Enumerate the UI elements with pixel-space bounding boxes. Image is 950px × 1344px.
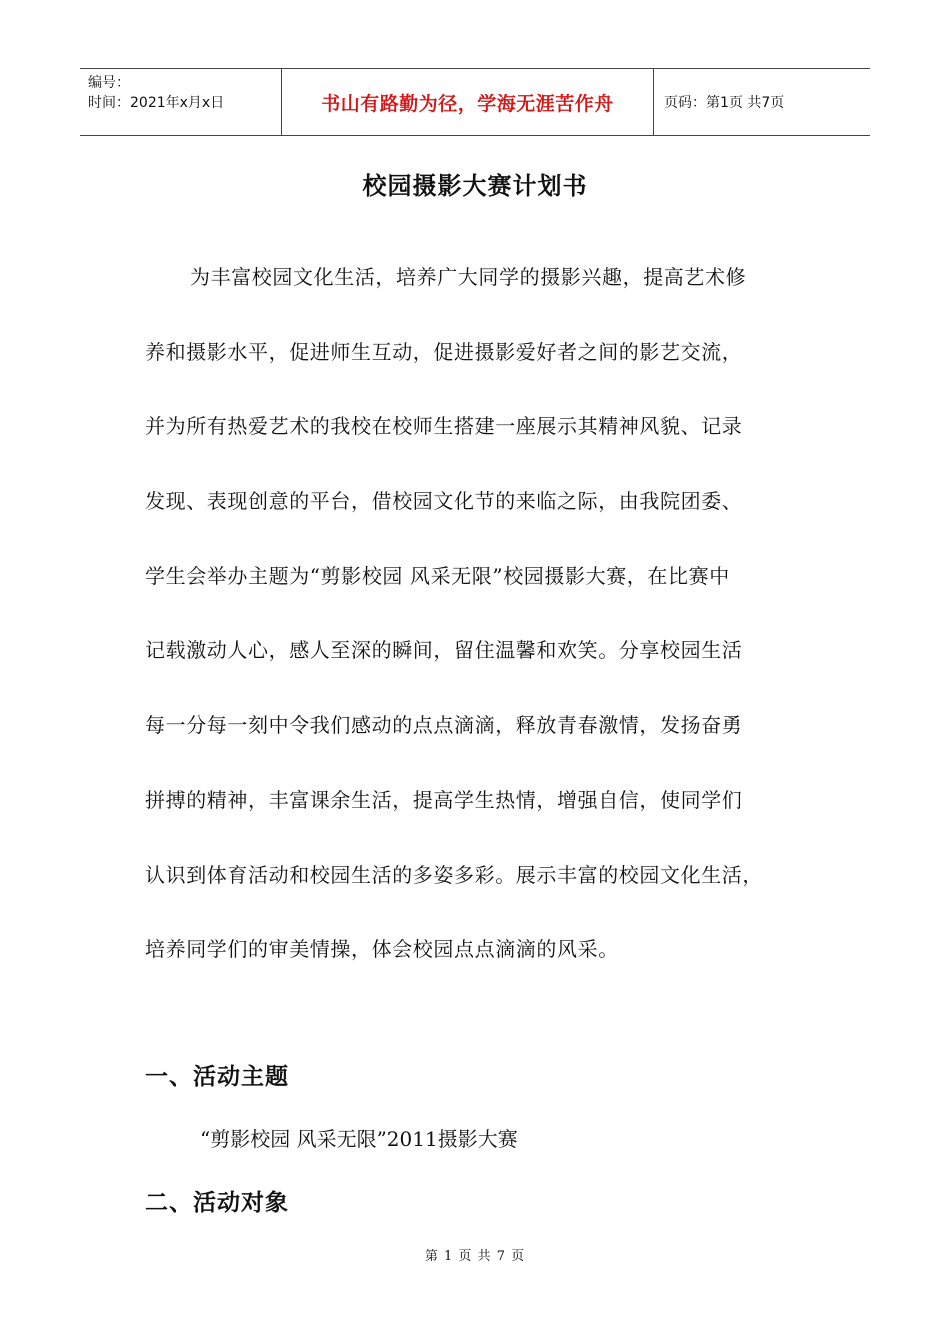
number-label: 编号： [88,75,130,91]
page-footer: 第 1 页 共 7 页 [424,1249,526,1264]
intro-line: 培养同学们的审美情操，体会校园点点滴滴的风采。 [145,937,619,961]
time-label: 时间：2021年x月x日 [88,95,225,111]
document-header [80,68,870,136]
header-meta [80,69,282,135]
header-motto: 书山有路勤为径，学海无涯苦作舟 [282,69,654,135]
intro-line: 记载激动人心，感人至深的瞬间，留住温馨和欢笑。分享校园生活 [145,638,743,662]
section-heading-theme: 一、活动主题 [145,1064,289,1090]
intro-line: 养和摄影水平，促进师生互动，促进摄影爱好者之间的影艺交流， [145,340,743,364]
document-title: 校园摄影大赛计划书 [362,172,588,200]
header-page-info: 页码：第1页 共7页 [664,95,785,111]
intro-line: 认识到体育活动和校园生活的多姿多彩。展示丰富的校园文化生活， [145,863,763,887]
intro-line: 并为所有热爱艺术的我校在校师生搭建一座展示其精神风貌、记录 [145,414,743,438]
intro-line: 为丰富校园文化生活，培养广大同学的摄影兴趣，提高艺术修 [190,265,747,289]
intro-line: 发现、表现创意的平台，借校园文化节的来临之际，由我院团委、 [145,489,743,513]
intro-line: 每一分每一刻中令我们感动的点点滴滴，释放青春激情，发扬奋勇 [145,713,743,737]
section-body-theme: “剪影校园 风采无限”2011摄影大赛 [200,1127,518,1151]
intro-line: 拼搏的精神，丰富课余生活，提高学生热情，增强自信，使同学们 [145,788,743,812]
intro-line: 学生会举办主题为“剪影校园 风采无限”校园摄影大赛，在比赛中 [145,564,730,588]
section-heading-audience: 二、活动对象 [145,1190,289,1216]
